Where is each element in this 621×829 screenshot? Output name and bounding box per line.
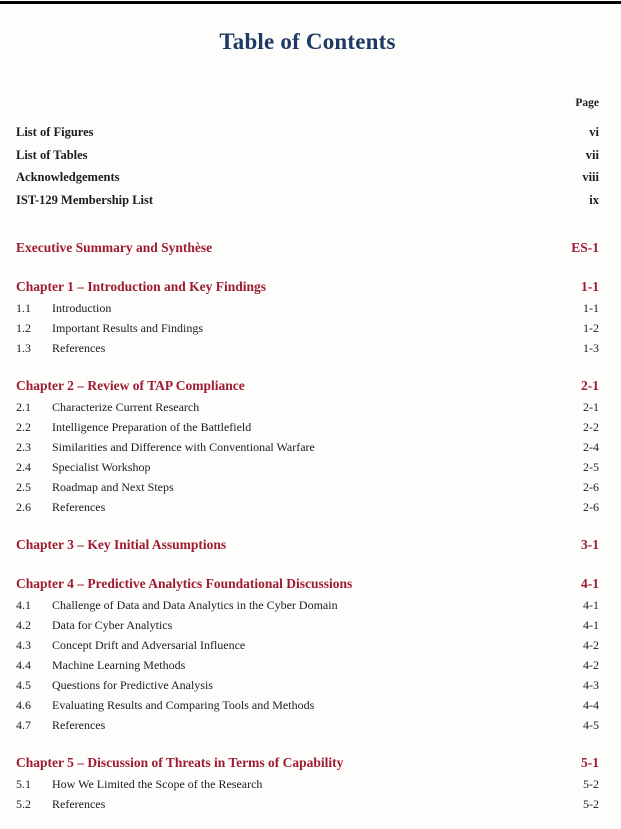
chapter-heading-row: [16, 237, 599, 259]
front-matter-label: List of Figures: [16, 125, 94, 139]
toc-entry-page-number: 2-5: [583, 460, 599, 474]
chapter-heading-title: Chapter 1 – Introduction and Key Findings: [16, 279, 267, 294]
toc-entry-label: Data for Cyber Analytics: [52, 618, 173, 632]
toc-entry-page-number: 5-2: [583, 797, 599, 811]
toc-entry-number: 2.4: [16, 460, 31, 474]
toc-section: [16, 276, 599, 358]
toc-entry-page-number: 2-2: [583, 420, 599, 434]
toc-entry-page-number: 1-2: [583, 321, 599, 335]
front-matter-list: [16, 121, 599, 211]
chapter-heading-row: [16, 534, 599, 556]
toc-section: [16, 573, 599, 735]
toc-entry-label: How We Limited the Scope of the Research: [52, 777, 263, 791]
toc-entry-number: 1.1: [16, 301, 31, 315]
page-column-header: Page: [575, 97, 599, 109]
chapter-items: [16, 595, 599, 735]
toc-entry-label: Characterize Current Research: [52, 400, 200, 414]
toc-entry-page-number: 2-6: [583, 480, 599, 494]
toc-entry-label: Intelligence Preparation of the Battlefield: [52, 420, 252, 434]
toc-entry-row: [16, 397, 599, 417]
toc-entry-row: [16, 437, 599, 457]
toc-section: [16, 752, 599, 814]
chapter-heading-page-number: 3-1: [581, 537, 599, 552]
toc-entry-row: [16, 298, 599, 318]
toc-entry-page-number: 4-1: [583, 618, 599, 632]
toc-entry-page-number: 1-1: [583, 301, 599, 315]
front-matter-page-number: vi: [589, 125, 599, 139]
front-matter-row: [16, 166, 599, 189]
toc-entry-page-number: 5-2: [583, 777, 599, 791]
toc-entry-page-number: 4-5: [583, 718, 599, 732]
toc-entry-number: 2.6: [16, 500, 31, 514]
toc-entry-page-number: 2-1: [583, 400, 599, 414]
toc-entry-label: Machine Learning Methods: [52, 658, 186, 672]
chapter-heading-title: Executive Summary and Synthèse: [16, 240, 213, 255]
front-matter-page-number: ix: [589, 192, 599, 207]
toc-entry-label: Specialist Workshop: [52, 460, 151, 474]
chapter-heading-page-number: ES-1: [571, 240, 599, 255]
toc-entry-label: Evaluating Results and Comparing Tools and Methods: [52, 698, 315, 712]
toc-entry-row: [16, 794, 599, 814]
toc-entry-row: [16, 675, 599, 695]
front-matter-label: Acknowledgements: [16, 170, 120, 184]
toc-entry-row: [16, 338, 599, 358]
toc-entry-row: [16, 635, 599, 655]
toc-entry-number: 4.7: [16, 718, 31, 732]
chapter-items: [16, 397, 599, 517]
toc-entry-number: 4.6: [16, 698, 31, 712]
chapter-heading-row: [16, 752, 599, 774]
chapter-heading-title: Chapter 4 – Predictive Analytics Foundational Discussions: [16, 576, 353, 591]
toc-entry-row: [16, 715, 599, 735]
toc-entry-label: References: [52, 797, 106, 811]
toc-entry-row: [16, 615, 599, 635]
toc-section: [16, 534, 599, 556]
chapter-heading-row: [16, 375, 599, 397]
toc-entry-label: Important Results and Findings: [52, 321, 203, 335]
chapter-items: [16, 298, 599, 358]
toc-entry-label: Questions for Predictive Analysis: [52, 678, 213, 692]
toc-entry-number: 2.1: [16, 400, 31, 414]
toc-entry-number: 4.5: [16, 678, 31, 692]
front-matter-row: [16, 144, 599, 167]
toc-entry-number: 4.2: [16, 618, 31, 632]
toc-entry-label: Similarities and Difference with Conventional Warfare: [52, 440, 315, 454]
toc-entry-number: 5.1: [16, 777, 31, 791]
toc-entry-label: Challenge of Data and Data Analytics in the Cyber Domain: [52, 598, 338, 612]
toc-entry-number: 2.3: [16, 440, 31, 454]
toc-entry-label: References: [52, 500, 106, 514]
toc-entry-page-number: 4-2: [583, 658, 599, 672]
top-page-rule: [0, 1, 621, 4]
toc-entry-page-number: 1-3: [583, 341, 599, 355]
toc-entry-page-number: 2-6: [583, 500, 599, 514]
toc-entry-label: Introduction: [52, 301, 112, 315]
toc-entry-page-number: 4-2: [583, 638, 599, 652]
toc-entry-label: Roadmap and Next Steps: [52, 480, 174, 494]
front-matter-page-number: vii: [585, 147, 599, 162]
chapter-heading-page-number: 5-1: [581, 755, 599, 770]
toc-entry-row: [16, 417, 599, 437]
toc-entry-page-number: 4-1: [583, 598, 599, 612]
toc-entry-page-number: 4-3: [583, 678, 599, 692]
toc-entry-page-number: 4-4: [583, 698, 599, 712]
front-matter-row: [16, 189, 599, 212]
chapter-heading-page-number: 2-1: [581, 378, 599, 393]
toc-entry-number: 4.4: [16, 658, 31, 672]
front-matter-label: List of Tables: [16, 147, 88, 162]
toc-entry-row: [16, 497, 599, 517]
front-matter-row: [16, 121, 599, 144]
chapter-heading-row: [16, 276, 599, 298]
toc-entry-row: [16, 318, 599, 338]
chapter-heading-page-number: 1-1: [581, 279, 599, 294]
toc-entry-row: [16, 774, 599, 794]
front-matter-page-number: viii: [582, 170, 599, 184]
toc-entry-number: 1.3: [16, 341, 31, 355]
front-matter-label: IST-129 Membership List: [16, 192, 154, 207]
toc-entry-row: [16, 595, 599, 615]
toc-entry-number: 1.2: [16, 321, 31, 335]
toc-entry-row: [16, 477, 599, 497]
toc-entry-label: References: [52, 341, 106, 355]
sections-list: [16, 237, 599, 814]
toc-entry-number: 4.1: [16, 598, 31, 612]
chapter-heading-row: [16, 573, 599, 595]
chapter-items: [16, 774, 599, 814]
toc-section: [16, 375, 599, 517]
toc-entry-row: [16, 655, 599, 675]
toc-entry-number: 5.2: [16, 797, 31, 811]
page-title: Table of Contents: [219, 29, 396, 54]
toc-entry-page-number: 2-4: [583, 440, 599, 454]
toc-entry-number: 4.3: [16, 638, 31, 652]
chapter-heading-title: Chapter 5 – Discussion of Threats in Terms of Capability: [16, 755, 344, 770]
toc-entry-row: [16, 695, 599, 715]
chapter-heading-title: Chapter 3 – Key Initial Assumptions: [16, 537, 227, 552]
chapter-heading-page-number: 4-1: [581, 576, 599, 591]
toc-entry-number: 2.5: [16, 480, 31, 494]
toc-entry-number: 2.2: [16, 420, 31, 434]
toc-entry-row: [16, 457, 599, 477]
toc-entry-label: References: [52, 718, 106, 732]
toc-entry-label: Concept Drift and Adversarial Influence: [52, 638, 246, 652]
toc-section: [16, 237, 599, 259]
chapter-heading-title: Chapter 2 – Review of TAP Compliance: [16, 378, 245, 393]
